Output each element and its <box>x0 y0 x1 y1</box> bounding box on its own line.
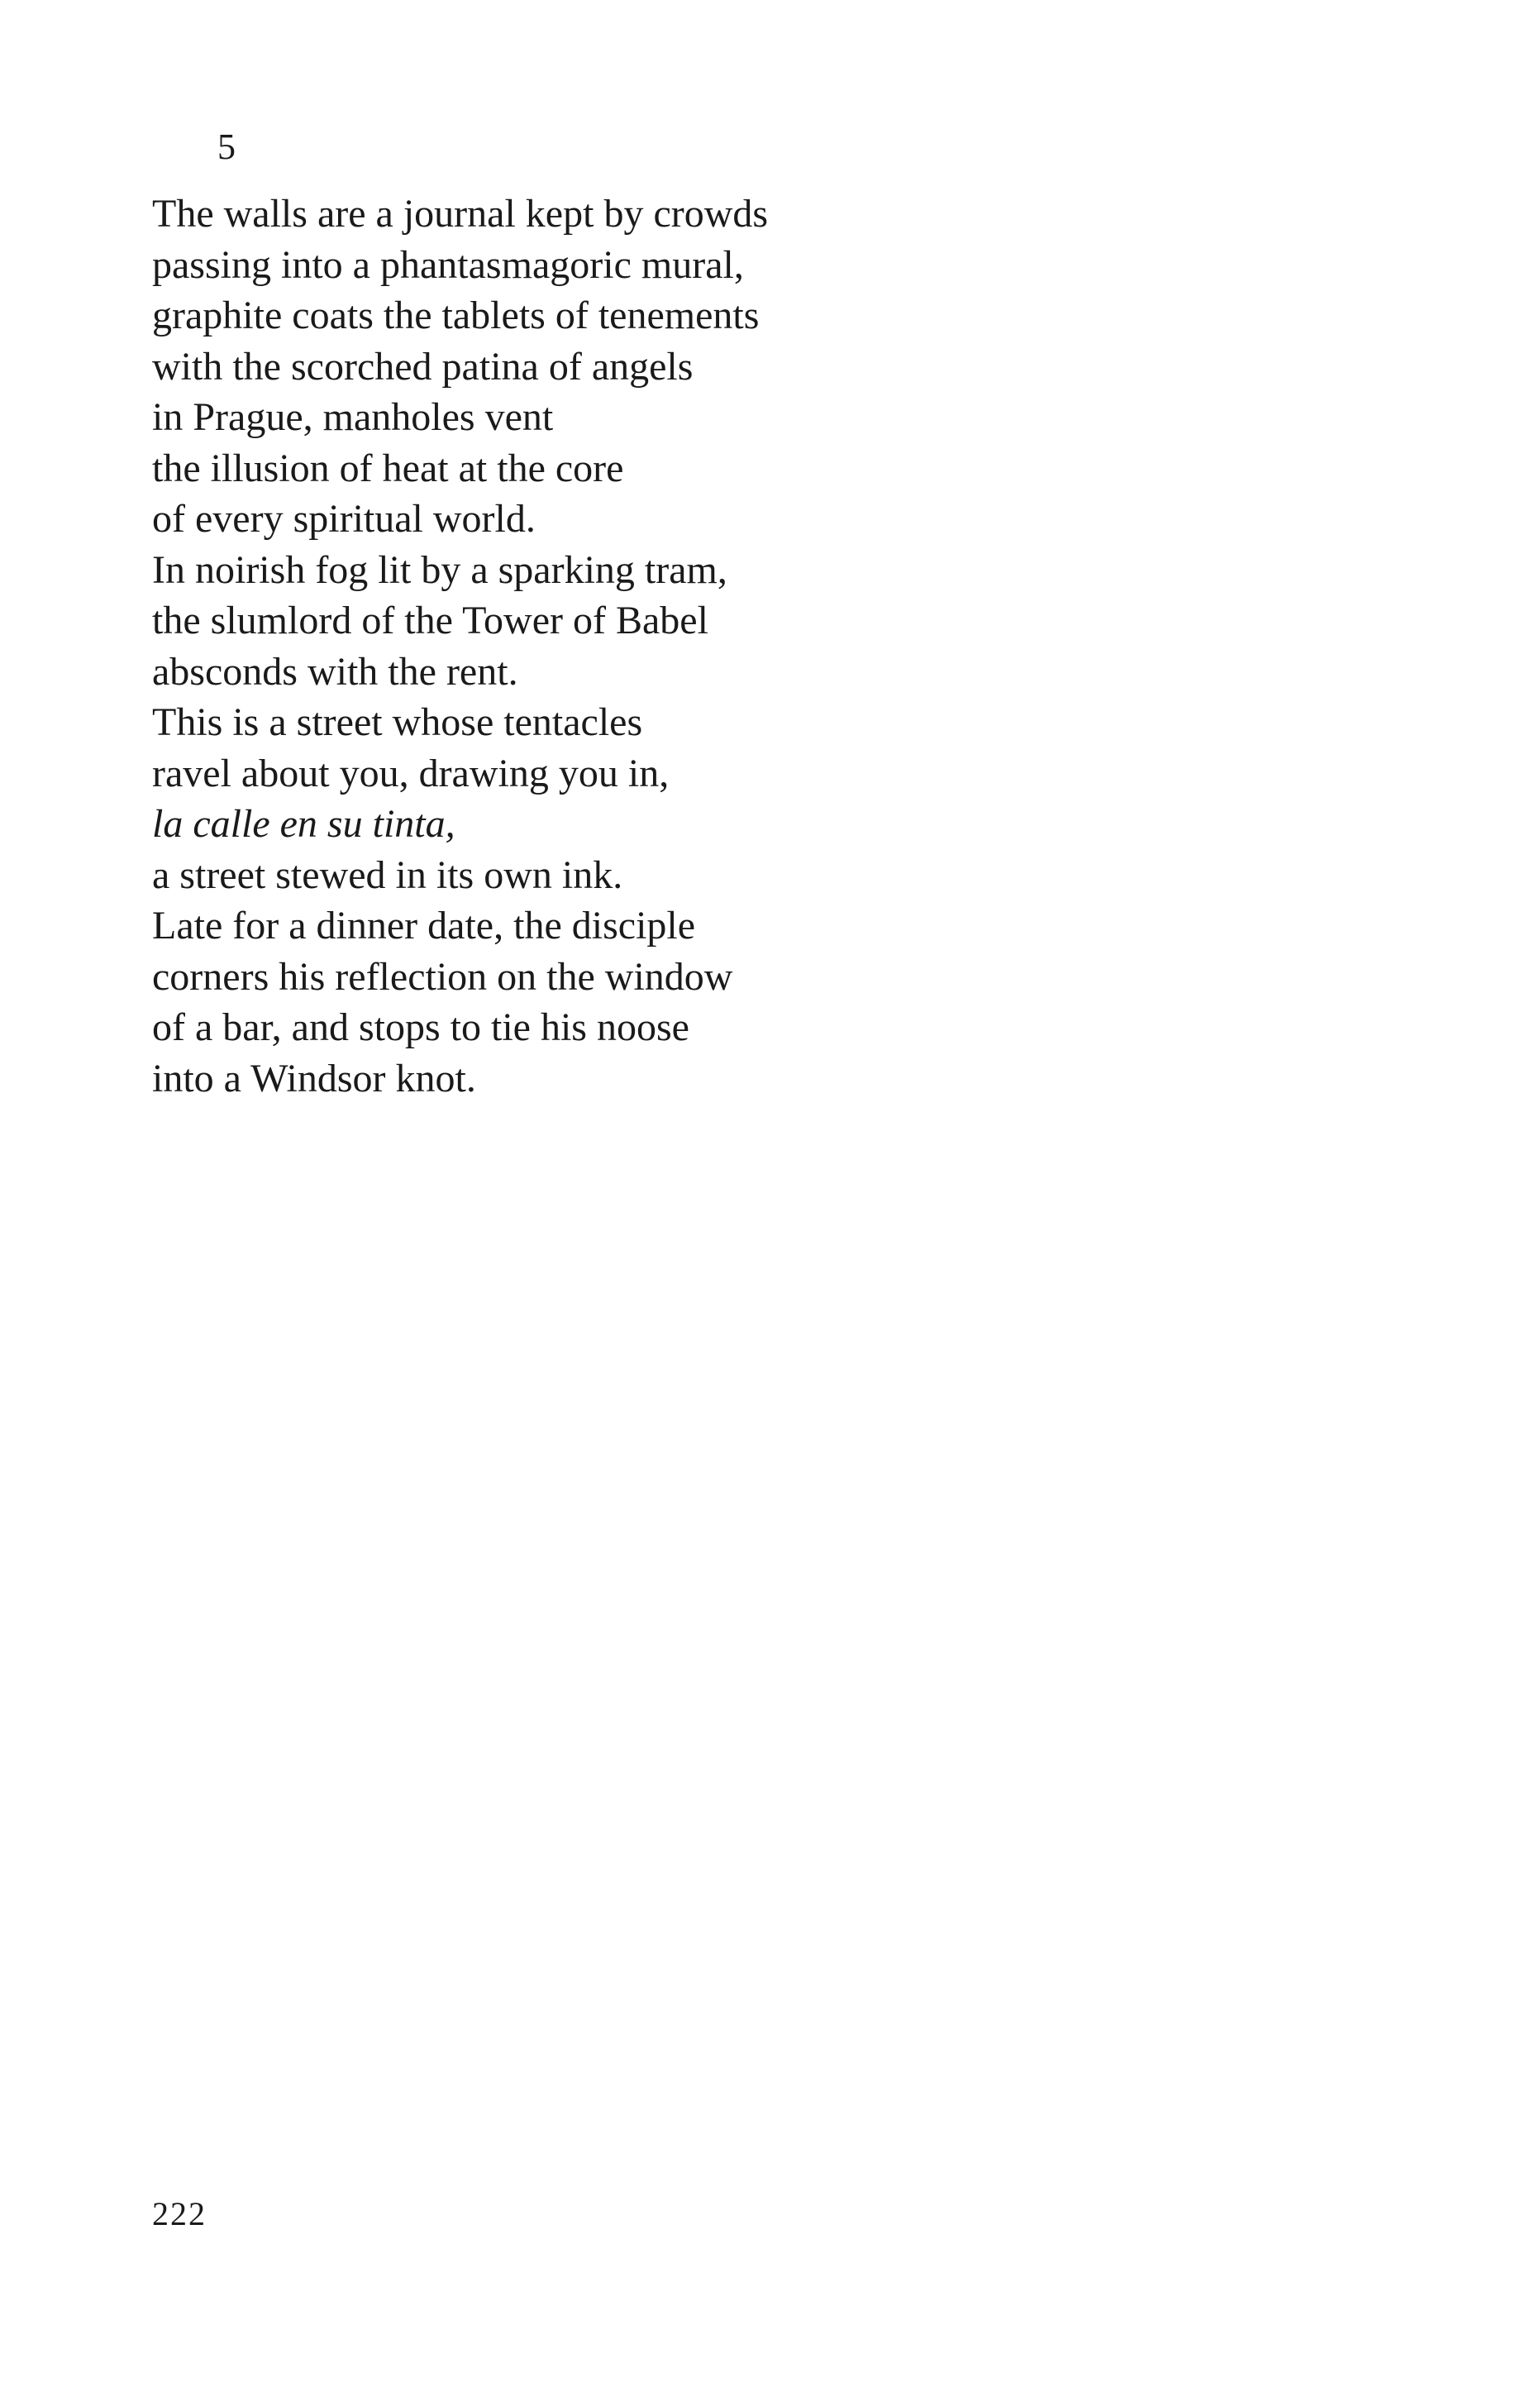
poem-line-italic: la calle en su tinta, <box>152 802 455 846</box>
poem-line: a street stewed in its own ink. <box>152 852 623 897</box>
poem-line: in Prague, manholes vent <box>152 395 554 439</box>
poem-body <box>152 189 768 1104</box>
page-number: 222 <box>152 2195 207 2232</box>
poem-line: of a bar, and stops to tie his noose <box>152 1005 689 1049</box>
poem-line: The walls are a journal kept by crowds <box>152 192 769 236</box>
poem-line: corners his reflection on the window <box>152 954 733 999</box>
poem-line: graphite coats the tablets of tenements <box>152 294 760 337</box>
poem-line: Late for a dinner date, the disciple <box>152 904 696 948</box>
poem-line: into a Windsor knot. <box>152 1056 476 1100</box>
poem-line: absconds with the rent. <box>152 649 518 694</box>
poem-line: This is a street whose tentacles <box>152 700 643 744</box>
poem-line: with the scorched patina of angels <box>152 344 694 389</box>
poem-line: passing into a phantasmagoric mural, <box>152 242 744 287</box>
poem-line: the illusion of heat at the core <box>152 446 624 490</box>
poem-line: ravel about you, drawing you in, <box>152 751 670 795</box>
poem-line: the slumlord of the Tower of Babel <box>152 599 708 642</box>
section-number: 5 <box>217 127 236 167</box>
poem-line: of every spiritual world. <box>152 497 536 541</box>
poem-line: In noirish fog lit by a sparking tram, <box>152 547 727 592</box>
